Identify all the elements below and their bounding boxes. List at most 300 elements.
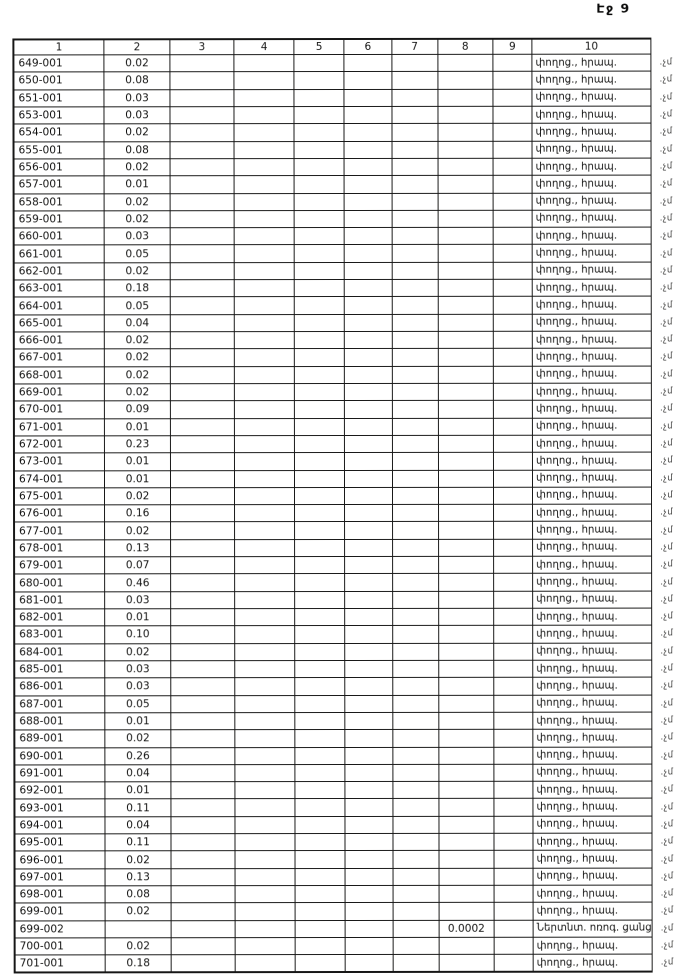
cell-col8 xyxy=(439,885,494,902)
cell-col6 xyxy=(344,435,392,452)
margin-note-fragment: .չմ xyxy=(659,386,673,397)
table-row xyxy=(13,106,694,124)
table-row xyxy=(14,677,695,695)
cell-col8 xyxy=(438,747,493,764)
cell-col4 xyxy=(235,851,295,868)
cell-col3 xyxy=(170,124,234,141)
margin-note-fragment: .չմ xyxy=(660,698,674,709)
cell-col1: 690-001 xyxy=(14,747,105,764)
cell-col1: 678-001 xyxy=(14,540,105,557)
cell-col3 xyxy=(170,349,234,366)
cell-col9 xyxy=(494,764,533,781)
margin-note-fragment: .չմ xyxy=(660,490,674,501)
cell-col7 xyxy=(392,245,438,262)
cell-col8 xyxy=(439,833,494,850)
cell-col10: փողոց., հրապ. xyxy=(532,158,651,175)
cell-col6 xyxy=(344,262,392,279)
cell-col1: 671-001 xyxy=(14,418,105,435)
cell-col2: 0.18 xyxy=(104,280,170,297)
cell-col2: 0.04 xyxy=(105,816,171,833)
cell-col6 xyxy=(345,955,393,972)
cell-col7 xyxy=(393,695,439,712)
cell-col7 xyxy=(393,660,439,677)
cell-col8 xyxy=(438,764,493,781)
cell-col10: փողոց., հրապ. xyxy=(533,504,652,521)
cell-col8 xyxy=(439,955,494,972)
cell-col7 xyxy=(392,279,438,296)
column-header-3: 3 xyxy=(170,39,234,55)
cell-col6 xyxy=(344,89,392,106)
cell-col9 xyxy=(493,141,532,158)
table-row xyxy=(14,695,695,713)
margin-note-fragment: .չմ xyxy=(660,611,674,622)
table-row xyxy=(13,54,694,72)
cell-col10: փողոց., հրապ. xyxy=(532,400,651,417)
margin-note-fragment: .չմ xyxy=(660,438,674,449)
cell-col8 xyxy=(438,712,493,729)
cell-col6 xyxy=(345,678,393,695)
cell-col1: 670-001 xyxy=(14,401,105,418)
cell-col9 xyxy=(493,158,532,175)
cell-col8 xyxy=(438,314,493,331)
cell-col9 xyxy=(494,660,533,677)
cell-col7 xyxy=(392,349,438,366)
cell-col7 xyxy=(392,453,438,470)
cell-col1: 696-001 xyxy=(15,851,106,868)
table-row xyxy=(14,227,695,245)
cell-col5 xyxy=(294,141,344,158)
cell-col4 xyxy=(235,920,295,937)
cell-col4 xyxy=(235,955,295,972)
cell-col9 xyxy=(493,193,532,210)
table-row xyxy=(14,573,695,591)
table-row xyxy=(15,902,696,920)
cell-col4 xyxy=(234,384,294,401)
cell-col1: 694-001 xyxy=(14,817,105,834)
cell-col1: 673-001 xyxy=(14,453,105,470)
cell-col3 xyxy=(170,366,234,383)
cell-col10: փողոց., հրապ. xyxy=(533,781,652,798)
cell-col2: 0.01 xyxy=(105,453,171,470)
cell-col7 xyxy=(392,470,438,487)
margin-note-fragment: .չմ xyxy=(660,767,674,778)
cell-col10: փողոց., հրապ. xyxy=(532,89,651,106)
cell-col10: փողոց., հրապ. xyxy=(533,850,652,867)
cell-col6 xyxy=(344,331,392,348)
cell-col7 xyxy=(392,314,438,331)
table-row xyxy=(14,504,695,522)
cell-col2: 0.08 xyxy=(105,886,171,903)
cell-col5 xyxy=(295,557,345,574)
margin-note-fragment: .չմ xyxy=(659,230,673,241)
cell-col7 xyxy=(393,764,439,781)
cell-col1: 665-001 xyxy=(14,315,105,332)
cell-col9 xyxy=(494,591,533,608)
column-header-8: 8 xyxy=(437,39,492,55)
margin-note-fragment: .չմ xyxy=(660,819,674,830)
cell-col4 xyxy=(234,55,294,72)
cell-col7 xyxy=(393,816,439,833)
cell-col7 xyxy=(392,72,438,89)
cell-col9 xyxy=(494,816,533,833)
cell-col10: փողոց., հրապ. xyxy=(533,539,652,556)
cell-col2: 0.01 xyxy=(105,609,171,626)
cell-col4 xyxy=(234,262,294,279)
cell-col2: 0.03 xyxy=(105,678,171,695)
cell-col5 xyxy=(295,782,345,799)
table-row xyxy=(14,781,695,799)
cell-col7 xyxy=(393,712,439,729)
cell-col4 xyxy=(234,332,294,349)
cell-col3 xyxy=(171,661,235,678)
cell-col5 xyxy=(295,245,345,262)
cell-col2: 0.01 xyxy=(104,176,170,193)
cell-col6 xyxy=(345,557,393,574)
cell-col3 xyxy=(170,280,234,297)
cell-col3 xyxy=(171,886,235,903)
cell-col10: փողոց., հրապ. xyxy=(532,175,651,192)
margin-note-fragment: .չմ xyxy=(660,784,674,795)
cell-col4 xyxy=(234,401,294,418)
cell-col8 xyxy=(439,868,494,885)
table-row xyxy=(15,937,696,955)
cell-col7 xyxy=(392,383,438,400)
cell-col5 xyxy=(295,435,345,452)
cell-col8 xyxy=(438,331,493,348)
cell-col1: 692-001 xyxy=(14,782,105,799)
table-row xyxy=(14,141,695,159)
cell-col5 xyxy=(295,332,345,349)
cell-col9 xyxy=(494,747,533,764)
margin-note-fragment: .չմ xyxy=(660,421,674,432)
cell-col6 xyxy=(344,314,392,331)
margin-note-fragment: .չմ xyxy=(660,836,674,847)
table-row xyxy=(14,816,695,834)
cell-col2: 0.04 xyxy=(105,765,171,782)
cell-col2: 0.03 xyxy=(105,591,171,608)
cell-col2: 0.02 xyxy=(105,938,171,955)
cell-col9 xyxy=(494,954,533,971)
cell-col9 xyxy=(494,522,533,539)
cell-col4 xyxy=(235,834,295,851)
cell-col10: փողոց., հրապ. xyxy=(533,522,652,539)
cell-col2: 0.18 xyxy=(105,955,171,972)
cell-col1: 689-001 xyxy=(14,730,105,747)
cell-col8 xyxy=(438,781,493,798)
cell-col4 xyxy=(235,505,295,522)
cell-col7 xyxy=(392,487,438,504)
cell-col10: փողոց., հրապ. xyxy=(533,937,652,954)
cell-col8 xyxy=(438,487,493,504)
cell-col5 xyxy=(295,660,345,677)
cell-col8 xyxy=(438,452,493,469)
cell-col7 xyxy=(392,262,438,279)
cell-col5 xyxy=(295,522,345,539)
margin-note-fragment: .չմ xyxy=(659,75,673,86)
cell-col8 xyxy=(438,522,493,539)
cell-col10: փողոց., հրապ. xyxy=(533,556,652,573)
cell-col8 xyxy=(438,695,493,712)
cell-col5 xyxy=(294,72,344,89)
cell-col4 xyxy=(234,193,294,210)
cell-col7 xyxy=(392,193,438,210)
margin-note-fragment: .չմ xyxy=(659,334,673,345)
cell-col7 xyxy=(393,747,439,764)
cell-col7 xyxy=(393,937,439,954)
cell-col4 xyxy=(235,730,295,747)
cell-col4 xyxy=(234,89,294,106)
cell-col7 xyxy=(392,141,438,158)
cell-col5 xyxy=(295,539,345,556)
cell-col9 xyxy=(493,314,532,331)
cell-col1: 679-001 xyxy=(14,557,105,574)
cell-col2: 0.09 xyxy=(105,401,171,418)
cell-col9 xyxy=(493,435,532,452)
table-row xyxy=(14,521,695,539)
cell-col1: 659-001 xyxy=(14,211,105,228)
cell-col9 xyxy=(494,903,533,920)
cell-col10: փողոց., հրապ. xyxy=(533,643,652,660)
cell-col8 xyxy=(438,245,493,262)
cell-col4 xyxy=(234,366,294,383)
cell-col1: 653-001 xyxy=(13,107,104,124)
cell-col1: 700-001 xyxy=(15,938,106,955)
cell-col5 xyxy=(296,920,346,937)
cell-col4 xyxy=(235,764,295,781)
cell-col10: փողոց., հրապ. xyxy=(532,470,651,487)
table-row xyxy=(14,314,695,332)
column-header-4: 4 xyxy=(234,39,294,55)
cell-col6 xyxy=(344,141,392,158)
cell-col3 xyxy=(171,678,235,695)
margin-note-fragment: .չմ xyxy=(660,957,674,968)
table-row xyxy=(15,885,696,903)
cell-col6 xyxy=(345,937,393,954)
cell-col9 xyxy=(494,556,533,573)
cell-col3 xyxy=(170,470,234,487)
table-row xyxy=(14,262,695,280)
cell-col1: 656-001 xyxy=(14,159,105,176)
table-header xyxy=(13,39,694,55)
cell-col5 xyxy=(295,418,345,435)
cell-col8 xyxy=(438,643,493,660)
cell-col8 xyxy=(438,106,493,123)
cell-col6 xyxy=(345,487,393,504)
table-row xyxy=(14,660,695,678)
cell-col5 xyxy=(295,851,345,868)
margin-note-fragment: .չմ xyxy=(659,213,673,224)
cell-col9 xyxy=(494,539,533,556)
margin-note-fragment: .չմ xyxy=(659,126,673,137)
cell-col6 xyxy=(345,626,393,643)
cell-col9 xyxy=(494,643,533,660)
cell-col10: փողոց., հրապ. xyxy=(533,885,652,902)
cell-col4 xyxy=(234,210,294,227)
cell-col7 xyxy=(393,851,439,868)
cell-col8 xyxy=(438,556,493,573)
table-row xyxy=(14,366,695,384)
table-body xyxy=(13,54,695,973)
cell-col9 xyxy=(494,937,533,954)
cell-col10: փողոց., հրապ. xyxy=(532,366,651,383)
table-row xyxy=(14,539,695,557)
cell-col8 xyxy=(438,504,493,521)
cell-col10: փողոց., հրապ. xyxy=(532,435,651,452)
cell-col8 xyxy=(438,626,493,643)
cell-col3 xyxy=(170,418,234,435)
cell-col7 xyxy=(392,574,438,591)
cell-col6 xyxy=(344,124,392,141)
margin-note-fragment: .չմ xyxy=(659,109,673,120)
cell-col9 xyxy=(494,868,533,885)
cell-col9 xyxy=(493,331,532,348)
cell-col7 xyxy=(393,955,439,972)
cell-col2: 0.01 xyxy=(105,470,171,487)
cell-col9 xyxy=(494,695,533,712)
cell-col1: 660-001 xyxy=(14,228,105,245)
cell-col6 xyxy=(345,712,393,729)
cell-col1: 658-001 xyxy=(14,193,105,210)
cell-col10: փողոց., հրապ. xyxy=(533,747,652,764)
cell-col6 xyxy=(344,245,392,262)
cell-col5 xyxy=(294,193,344,210)
table-row xyxy=(14,435,695,453)
cell-col5 xyxy=(295,764,345,781)
cell-col4 xyxy=(234,124,294,141)
cell-col3 xyxy=(171,609,235,626)
margin-note-fragment: .չմ xyxy=(660,507,674,518)
table-row xyxy=(13,89,694,107)
cell-col8 xyxy=(438,799,493,816)
cell-col9 xyxy=(493,210,532,227)
cell-col9 xyxy=(493,72,532,89)
cell-col9 xyxy=(493,175,532,192)
cell-col9 xyxy=(493,418,532,435)
cell-col2: 0.02 xyxy=(104,55,170,72)
cell-col8 xyxy=(438,418,493,435)
cell-col7 xyxy=(392,124,438,141)
margin-note-fragment: .չմ xyxy=(660,906,674,917)
cell-col7 xyxy=(392,176,438,193)
cell-col2: 0.08 xyxy=(104,141,170,158)
cell-col2: 0.01 xyxy=(105,418,171,435)
margin-note-fragment: .չմ xyxy=(659,178,673,189)
cell-col5 xyxy=(295,730,345,747)
cell-col3 xyxy=(171,782,235,799)
table-row xyxy=(14,798,695,816)
cell-col2: 0.23 xyxy=(105,436,171,453)
cell-col7 xyxy=(392,435,438,452)
cell-col9 xyxy=(493,89,532,106)
cell-col2: 0.03 xyxy=(105,661,171,678)
cell-col3 xyxy=(171,903,235,920)
cell-col2: 0.02 xyxy=(104,332,170,349)
cell-col7 xyxy=(392,227,438,244)
cell-col2: 0.02 xyxy=(105,903,171,920)
cell-col4 xyxy=(235,678,295,695)
cell-col3 xyxy=(171,851,235,868)
cell-col5 xyxy=(295,383,345,400)
cell-col1: 693-001 xyxy=(14,799,105,816)
cell-col1: 667-001 xyxy=(14,349,105,366)
cell-col8 xyxy=(438,401,493,418)
cell-col7 xyxy=(392,106,438,123)
cell-col6 xyxy=(345,851,393,868)
cell-col3 xyxy=(170,210,234,227)
cell-col7 xyxy=(392,608,438,625)
cell-col10: փողոց., հրապ. xyxy=(532,210,651,227)
margin-note-fragment: .չմ xyxy=(660,594,674,605)
cell-col9 xyxy=(494,574,533,591)
table-row xyxy=(14,175,695,193)
cell-col10: փողոց., հրապ. xyxy=(533,660,652,677)
cell-col4 xyxy=(235,938,295,955)
margin-note-fragment: .չմ xyxy=(660,542,674,553)
cell-col5 xyxy=(295,470,345,487)
cell-col8 xyxy=(439,816,494,833)
cell-col6 xyxy=(345,868,393,885)
cell-col7 xyxy=(393,868,439,885)
table-row xyxy=(15,850,696,868)
cell-col3 xyxy=(170,574,234,591)
table-row xyxy=(14,556,695,574)
cell-col1: 666-001 xyxy=(14,332,105,349)
cell-col7 xyxy=(392,366,438,383)
table-row xyxy=(14,591,695,609)
cell-col9 xyxy=(493,279,532,296)
margin-note-fragment: .չմ xyxy=(660,732,674,743)
cell-col1: 668-001 xyxy=(14,366,105,383)
cell-col5 xyxy=(295,280,345,297)
cell-col4 xyxy=(235,661,295,678)
cell-col3 xyxy=(170,141,234,158)
cell-col8 xyxy=(437,72,492,89)
cell-col7 xyxy=(392,158,438,175)
cell-col1: 682-001 xyxy=(14,609,105,626)
cell-col8 xyxy=(438,262,493,279)
table-row xyxy=(14,296,695,314)
cell-col7 xyxy=(393,903,439,920)
cell-col1: 691-001 xyxy=(14,765,105,782)
cell-col3 xyxy=(171,834,235,851)
cell-col4 xyxy=(235,522,295,539)
column-header-7: 7 xyxy=(392,39,438,55)
cell-col10: փողոց., հրապ. xyxy=(532,141,651,158)
cell-col9 xyxy=(494,781,533,798)
cell-col3 xyxy=(171,747,235,764)
margin-note-fragment: .չմ xyxy=(660,663,674,674)
cell-col1: 662-001 xyxy=(14,263,105,280)
cell-col6 xyxy=(345,505,393,522)
cell-col9 xyxy=(494,885,533,902)
cell-col2 xyxy=(105,920,171,937)
cell-col6 xyxy=(345,591,393,608)
cell-col5 xyxy=(296,955,346,972)
cell-col8 xyxy=(439,851,494,868)
cell-col3 xyxy=(170,539,234,556)
cell-col5 xyxy=(294,176,344,193)
cell-col10: փողոց., հրապ. xyxy=(532,262,651,279)
cell-col7 xyxy=(392,643,438,660)
cell-col5 xyxy=(295,366,345,383)
cell-col3 xyxy=(170,72,234,89)
cell-col6 xyxy=(345,730,393,747)
cell-col10: փողոց., հրապ. xyxy=(532,348,651,365)
cell-col8 xyxy=(438,729,493,746)
cell-col1: 688-001 xyxy=(14,713,105,730)
cell-col5 xyxy=(294,55,344,72)
table-row xyxy=(14,712,695,730)
